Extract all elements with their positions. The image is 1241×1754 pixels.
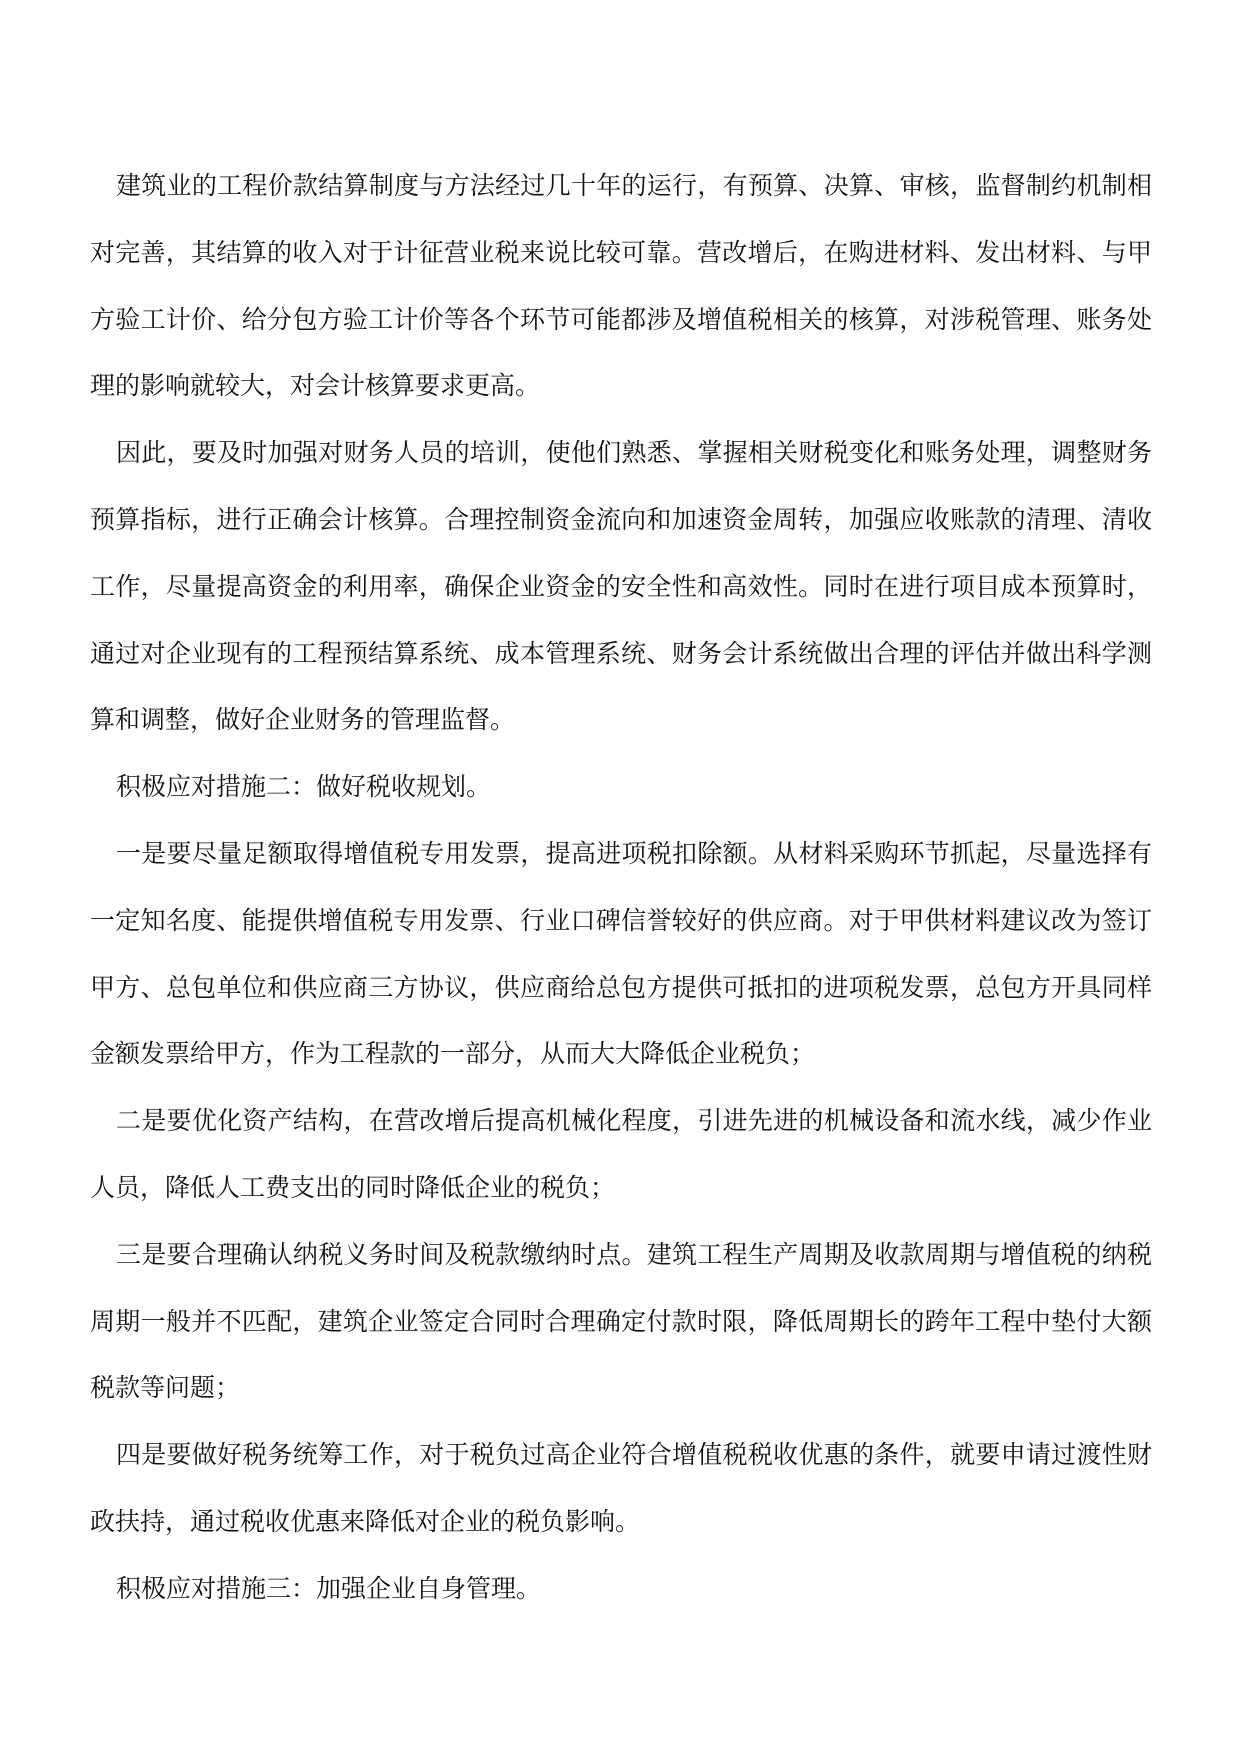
heading-measure-three: 积极应对措施三：加强企业自身管理。 [116,1573,542,1603]
paragraph-settlement-system: 建筑业的工程价款结算制度与方法经过几十年的运行，有预算、决算、审核，监督制约机制相对完善，其结算的收入对于计征营业税来说比较可靠。营改增后，在购进材料、发出材料、与甲方验工计价、给分包方验工计价等各个环节可能都涉及增值税相关的核算，对涉税管理、账务处理的影响就较大，对会计核算要求更高。 [90,171,1152,401]
paragraph-point-four: 四是要做好税务统筹工作，对于税负过高企业符合增值税税收优惠的条件，就要申请过渡性财政扶持，通过税收优惠来降低对企业的税负影响。 [90,1440,1152,1536]
document-body [90,153,1152,1623]
paragraph-staff-training: 因此，要及时加强对财务人员的培训，使他们熟悉、掌握相关财税变化和账务处理，调整财务预算指标，进行正确会计核算。合理控制资金流向和加速资金周转，加强应收账款的清理、清收工作，尽量提高资金的利用率，确保企业资金的安全性和高效性。同时在进行项目成本预算时，通过对企业现有的工程预结算系统、成本管理系统、财务会计系统做出合理的评估并做出科学测算和调整，做好企业财务的管理监督。 [90,438,1152,735]
paragraph-point-two: 二是要优化资产结构，在营改增后提高机械化程度，引进先进的机械设备和流水线，减少作业人员，降低人工费支出的同时降低企业的税负； [90,1106,1152,1202]
paragraph-point-three: 三是要合理确认纳税义务时间及税款缴纳时点。建筑工程生产周期及收款周期与增值税的纳税周期一般并不匹配，建筑企业签定合同时合理确定付款时限，降低周期长的跨年工程中垫付大额税款等问题； [90,1239,1152,1403]
paragraph-point-one: 一是要尽量足额取得增值税专用发票，提高进项税扣除额。从材料采购环节抓起，尽量选择有一定知名度、能提供增值税专用发票、行业口碑信誉较好的供应商。对于甲供材料建议改为签订甲方、总包单位和供应商三方协议，供应商给总包方提供可抵扣的进项税发票，总包方开具同样金额发票给甲方，作为工程款的一部分，从而大大降低企业税负； [90,838,1152,1069]
heading-measure-two: 积极应对措施二：做好税收规划。 [116,772,492,802]
